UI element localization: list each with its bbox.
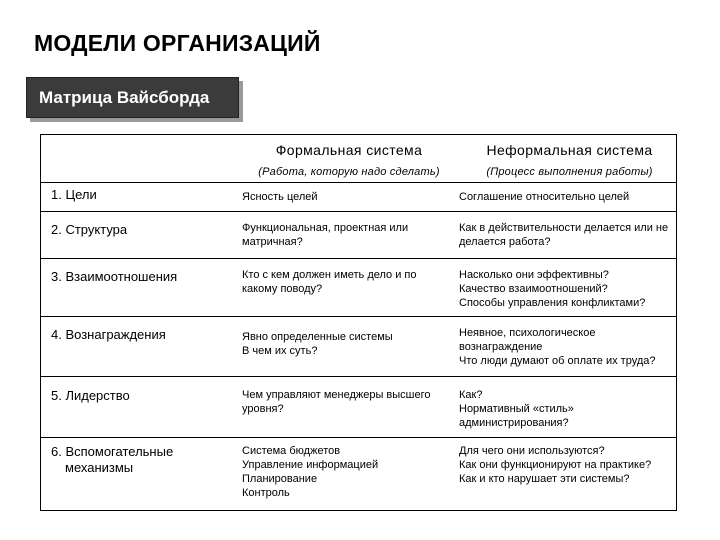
- cell-line: Планирование: [242, 473, 318, 485]
- column-header-informal: [461, 142, 678, 178]
- row-divider: [41, 258, 676, 259]
- cell-line: делается работа?: [459, 236, 551, 248]
- cell-line: матричная?: [242, 236, 303, 248]
- cell-line: вознаграждение: [459, 341, 543, 353]
- row-divider: [41, 316, 676, 317]
- row-label-goals: [51, 187, 97, 203]
- cell-line: Контроль: [242, 487, 290, 499]
- cell-informal-goals: [459, 190, 629, 204]
- row-label-leadership: [51, 388, 130, 404]
- row-label-line: 3. Взаимоотношения: [51, 269, 178, 284]
- cell-line: какому поводу?: [242, 283, 323, 295]
- row-label-line: 2. Структура: [51, 222, 128, 237]
- page-title: МОДЕЛИ ОРГАНИЗАЦИЙ: [34, 30, 321, 56]
- cell-line: Для чего они используются?: [459, 445, 605, 457]
- column-subtitle-informal: (Процесс выполнения работы): [486, 166, 653, 178]
- cell-line: уровня?: [242, 403, 284, 415]
- cell-line: Неявное, психологическое: [459, 327, 596, 339]
- cell-line: Функциональная, проектная или: [242, 222, 409, 234]
- cell-line: Как они функционируют на практике?: [459, 459, 652, 471]
- row-label-line: 4. Вознаграждения: [51, 327, 166, 342]
- cell-informal-rewards: [459, 326, 656, 368]
- row-label-rewards: [51, 327, 166, 343]
- row-divider: [41, 182, 676, 183]
- row-label-line: 1. Цели: [51, 187, 97, 202]
- cell-line: В чем их суть?: [242, 345, 318, 357]
- row-label-line: 6. Вспомогательные: [51, 444, 174, 459]
- cell-informal-support-mechanisms: [459, 444, 651, 486]
- cell-formal-goals: [242, 190, 318, 204]
- cell-line: Система бюджетов: [242, 445, 341, 457]
- column-title-formal: Формальная система: [275, 142, 423, 158]
- cell-line: администрирования?: [459, 417, 569, 429]
- cell-formal-structure: [242, 221, 408, 249]
- row-divider: [41, 211, 676, 212]
- cell-informal-structure: [459, 221, 668, 249]
- cell-line: Как и кто нарушает эти системы?: [459, 473, 630, 485]
- cell-line: Качество взаимоотношений?: [459, 283, 608, 295]
- cell-formal-relationships: [242, 268, 417, 296]
- column-title-informal: Неформальная система: [486, 142, 653, 158]
- cell-informal-relationships: [459, 268, 645, 310]
- cell-line: Кто с кем должен иметь дело и по: [242, 269, 417, 281]
- weisbord-matrix-table: [40, 134, 677, 511]
- cell-line: Способы управления конфликтами?: [459, 297, 646, 309]
- cell-formal-leadership: [242, 388, 431, 416]
- column-header-formal: [244, 142, 454, 178]
- row-divider: [41, 437, 676, 438]
- cell-line: Что люди думают об оплате их труда?: [459, 355, 656, 367]
- cell-line: Соглашение относительно целей: [459, 191, 630, 203]
- cell-line: Явно определенные системы: [242, 331, 393, 343]
- column-subtitle-formal: (Работа, которую надо сделать): [258, 166, 440, 178]
- cell-line: Нормативный «стиль»: [459, 403, 574, 415]
- cell-formal-support-mechanisms: [242, 444, 378, 500]
- cell-line: Как в действительности делается или не: [459, 222, 669, 234]
- cell-line: Ясность целей: [242, 191, 318, 203]
- row-label-line: механизмы: [65, 460, 134, 475]
- cell-line: Как?: [459, 389, 483, 401]
- cell-line: Насколько они эффективны?: [459, 269, 609, 281]
- matrix-title-badge: Матрица Вайсборда: [26, 77, 239, 118]
- cell-line: Управление информацией: [242, 459, 379, 471]
- cell-informal-leadership: [459, 388, 574, 430]
- cell-line: Чем управляют менеджеры высшего: [242, 389, 431, 401]
- cell-formal-rewards: [242, 330, 393, 358]
- row-divider: [41, 376, 676, 377]
- row-label-line: 5. Лидерство: [51, 388, 130, 403]
- row-label-support-mechanisms: [51, 444, 173, 476]
- row-label-relationships: [51, 269, 177, 285]
- row-label-structure: [51, 222, 127, 238]
